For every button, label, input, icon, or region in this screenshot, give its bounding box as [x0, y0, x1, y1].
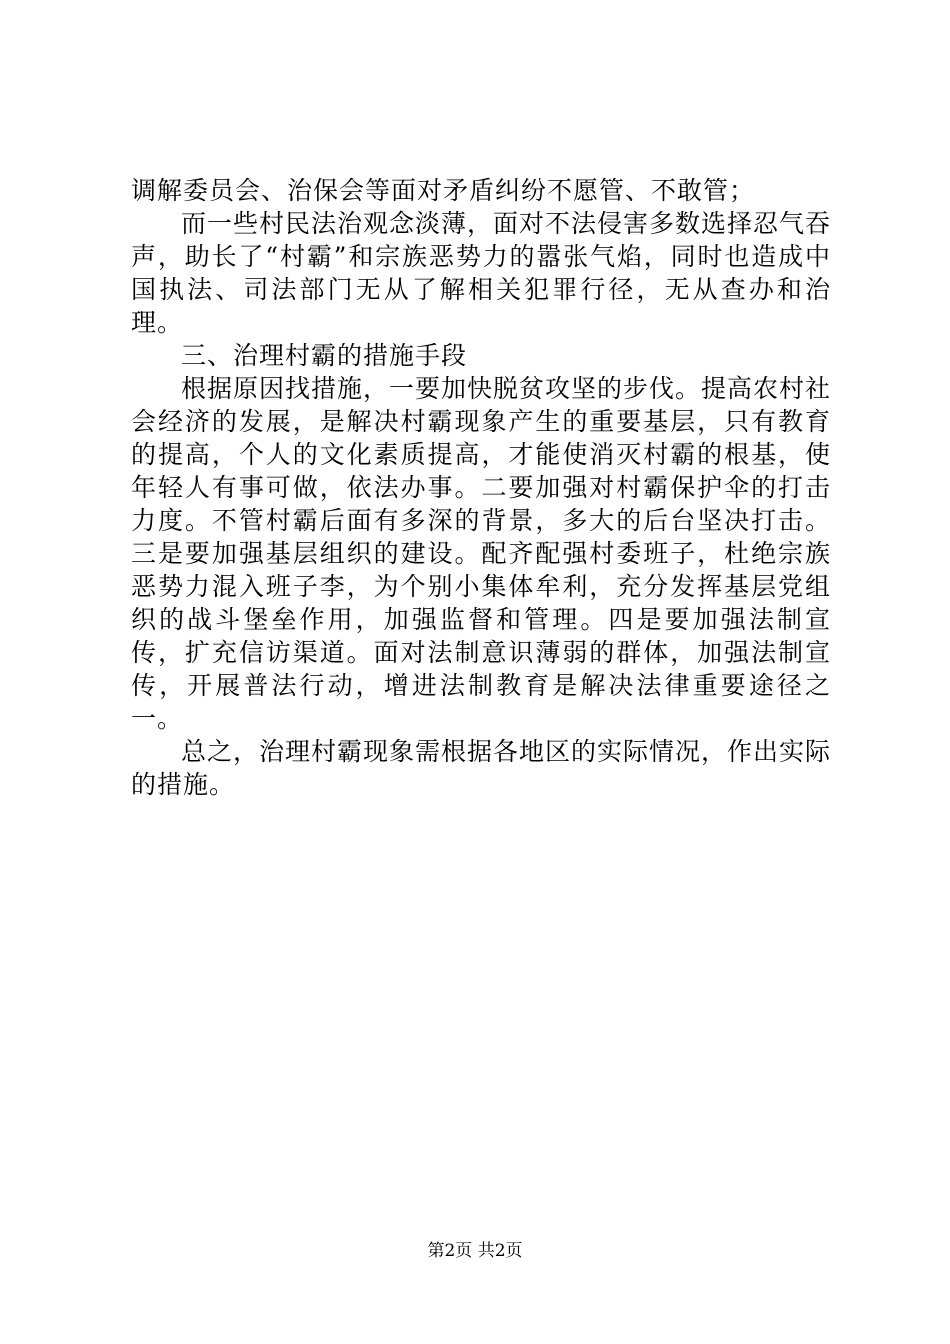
document-body: [131, 174, 831, 801]
paragraph-conclusion: 总之，治理村霸现象需根据各地区的实际情况，作出实际的措施。: [131, 737, 832, 799]
section-heading: 三、治理村霸的措施手段: [181, 341, 468, 370]
paragraph-measures: 根据原因找措施，一要加快脱贫攻坚的步伐。提高农村社会经济的发展，是解决村霸现象产生的重要基层，只有教育的提高，个人的文化素质提高，才能使消灭村霸的根基，使年轻人有事可做，依法办事。二要加强对村霸保护伞的打击力度。不管村霸后面有多深的背景，多大的后台坚决打击。三是要加强基层组织的建设。配齐配强村委班子，杜绝宗族恶势力混入班子李，为个别小集体牟利，充分发挥基层党组织的战斗堡垒作用，加强监督和管理。四是要加强法制宣传，扩充信访渠道。面对法制意识薄弱的群体，加强法制宣传，开展普法行动，增进法制教育是解决法律重要途径之一。: [131, 374, 832, 733]
paragraph-villagers: 而一些村民法治观念淡薄，面对不法侵害多数选择忍气吞声，助长了“村霸”和宗族恶势力的嚣张气焰，同时也造成中国执法、司法部门无从了解相关犯罪行径，无从查办和治理。: [131, 209, 832, 337]
paragraph-continuation: 调解委员会、治保会等面对矛盾纠纷不愿管、不敢管；: [131, 176, 756, 205]
page-footer: 第2页 共2页: [427, 1241, 523, 1261]
